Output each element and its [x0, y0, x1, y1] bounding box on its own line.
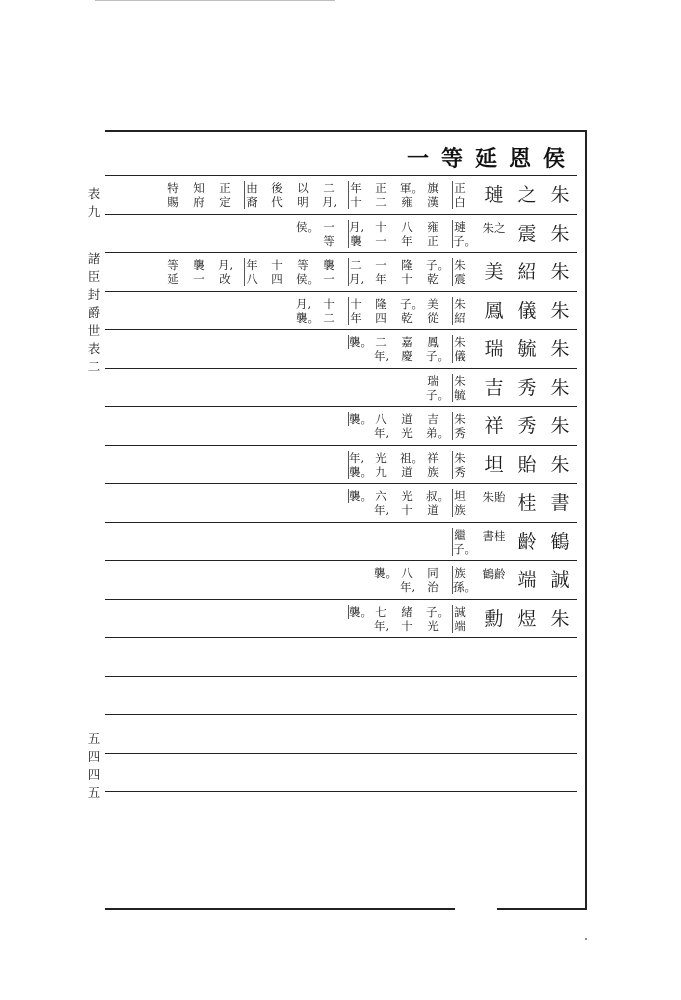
note-column: 正定	[219, 181, 231, 209]
page-title: 一等延恩侯	[406, 146, 577, 172]
note-column: 十四	[271, 258, 283, 286]
table-row	[105, 445, 577, 485]
note-column: 同治	[427, 566, 439, 594]
heir-name-char: 朱貽	[482, 490, 506, 504]
heir-name-char: 桂	[517, 492, 537, 514]
heir-name-char: 毓	[517, 338, 537, 360]
note-column: 侯。	[296, 219, 319, 234]
note-column: 以明	[297, 181, 309, 209]
heir-name-char: 祥	[484, 415, 504, 437]
note-column: 美從	[427, 296, 439, 325]
note-column: 年十	[348, 181, 363, 209]
note-column: 朱紹	[452, 297, 467, 325]
note-column: 正二	[375, 181, 387, 209]
note-column: 朱秀	[452, 412, 467, 440]
table-row	[105, 714, 577, 754]
note-column: 旗漢	[427, 181, 439, 209]
note-column: 緒十	[401, 604, 413, 633]
table-row	[105, 791, 577, 831]
heir-name-char: 端	[517, 569, 537, 591]
note-column: 特賜	[167, 181, 179, 209]
heir-name-char: 勳	[484, 607, 504, 630]
table-bottom-border-right	[497, 908, 587, 910]
note-column: 月,襲。	[296, 296, 319, 325]
note-column: 二月,	[349, 258, 365, 286]
table-top-border	[105, 130, 587, 132]
note-column: 二月,	[322, 181, 338, 209]
heir-name-char: 之	[517, 184, 537, 206]
note-column: 六年,	[374, 489, 390, 517]
note-column: 正白	[452, 181, 467, 209]
note-column: 等侯。	[296, 258, 319, 286]
table-bottom-border-left	[105, 908, 455, 910]
heir-name-char: 朱	[550, 376, 570, 399]
note-column: 隆十	[401, 258, 413, 286]
margin-chapter: 表九	[87, 186, 101, 219]
heir-name-char: 震	[517, 222, 537, 245]
note-column: 襲。	[349, 412, 372, 426]
note-column: 族孫。	[453, 566, 476, 594]
heir-name-char: 朱之	[482, 220, 506, 235]
heir-name-char: 齡	[517, 530, 537, 553]
heir-name-char: 鶴	[550, 530, 570, 553]
scan-speck	[585, 938, 587, 940]
note-column: 嘉慶	[401, 335, 413, 363]
note-column: 十一	[375, 219, 387, 248]
table-row	[105, 291, 577, 331]
table-row	[105, 175, 577, 215]
table-row	[105, 599, 577, 639]
table-row	[105, 753, 577, 793]
note-column: 璉子。	[453, 219, 476, 248]
heir-name-char: 秀	[517, 376, 537, 399]
heir-name-char: 朱	[550, 222, 570, 245]
note-column: 襲。	[349, 489, 372, 503]
margin-page-number: 五四四五	[87, 731, 101, 800]
note-column: 襲一	[193, 258, 205, 286]
note-column: 瑞子。	[426, 373, 449, 402]
table-row	[105, 406, 577, 446]
note-column: 坦族	[452, 489, 467, 517]
note-column: 軍。雍	[400, 181, 423, 209]
heir-name-char: 坦	[484, 453, 504, 476]
scan-top-edge	[95, 0, 335, 1]
heir-name-char: 紹	[517, 261, 537, 283]
note-column: 知府	[193, 181, 205, 209]
heir-name-char: 朱	[550, 299, 570, 322]
note-column: 一年	[375, 258, 387, 286]
note-column: 子。乾	[426, 258, 449, 286]
note-column: 光九	[375, 450, 387, 479]
note-column: 七年,	[374, 604, 390, 633]
note-column: 子。光	[426, 604, 449, 633]
note-column: 年,襲。	[349, 450, 372, 479]
heir-name-char: 瑞	[484, 338, 504, 360]
note-column: 祥族	[427, 450, 439, 479]
heir-name-char: 朱	[550, 415, 570, 437]
heir-name-char: 朱	[550, 184, 570, 206]
note-column: 鳳子。	[426, 335, 449, 363]
note-column: 祖。道	[400, 450, 423, 479]
note-column: 襲。	[374, 566, 397, 580]
note-column: 道光	[401, 412, 413, 440]
heir-name-char: 儀	[517, 299, 537, 322]
note-column: 繼子。	[453, 527, 476, 556]
note-column: 八年,	[374, 412, 390, 440]
heir-name-char: 煜	[517, 607, 537, 630]
heir-name-char: 鳳	[484, 299, 504, 322]
note-column: 二年,	[374, 335, 390, 363]
table-row	[105, 483, 577, 523]
heir-name-char: 璉	[484, 184, 504, 206]
heir-name-char: 朱	[550, 453, 570, 476]
table-right-border	[585, 130, 587, 910]
note-column: 朱毓	[452, 374, 467, 402]
note-column: 朱震	[452, 258, 467, 286]
peerage-table	[105, 130, 587, 910]
note-column: 一等	[323, 219, 335, 248]
heir-name-char: 書	[550, 492, 570, 514]
table-row	[105, 368, 577, 408]
note-column: 等延	[167, 258, 179, 286]
note-column: 八年,	[400, 566, 416, 594]
table-row	[105, 676, 577, 716]
heir-name-char: 吉	[484, 376, 504, 399]
heir-name-char: 朱	[550, 261, 570, 283]
note-column: 十年	[348, 297, 363, 325]
heir-name-char: 誠	[550, 569, 570, 591]
table-row	[105, 329, 577, 369]
note-column: 朱秀	[452, 451, 467, 479]
table-row	[105, 214, 577, 254]
note-column: 雍正	[427, 219, 439, 248]
note-column: 後代	[271, 181, 283, 209]
heir-name-char: 貽	[517, 453, 537, 476]
note-column: 光十	[401, 489, 413, 517]
note-column: 十二	[323, 296, 335, 325]
table-row	[105, 560, 577, 600]
note-column: 月,襲	[349, 219, 365, 248]
note-column: 由裔	[244, 181, 259, 209]
note-column: 年八	[244, 258, 259, 286]
note-column: 襲。	[349, 604, 372, 619]
note-column: 隆四	[375, 296, 387, 325]
note-column: 吉弟。	[426, 412, 449, 440]
table-row	[105, 252, 577, 292]
heir-name-char: 美	[484, 261, 504, 283]
note-column: 襲一	[323, 258, 335, 286]
heir-name-char: 書桂	[482, 528, 506, 543]
note-column: 叔。道	[426, 489, 449, 517]
table-row	[105, 637, 577, 677]
note-column: 襲。	[349, 335, 372, 349]
heir-name-char: 朱	[550, 338, 570, 360]
heir-name-char: 朱	[550, 607, 570, 630]
note-column: 月,改	[218, 258, 234, 286]
note-column: 八年	[401, 219, 413, 248]
note-column: 子。乾	[400, 296, 423, 325]
note-column: 朱儀	[452, 335, 467, 363]
note-column: 誠端	[452, 605, 467, 633]
table-row	[105, 522, 577, 562]
heir-name-char: 鶴齡	[482, 567, 506, 581]
margin-section: 諸臣封爵世表二	[87, 251, 101, 374]
heir-name-char: 秀	[517, 415, 537, 437]
